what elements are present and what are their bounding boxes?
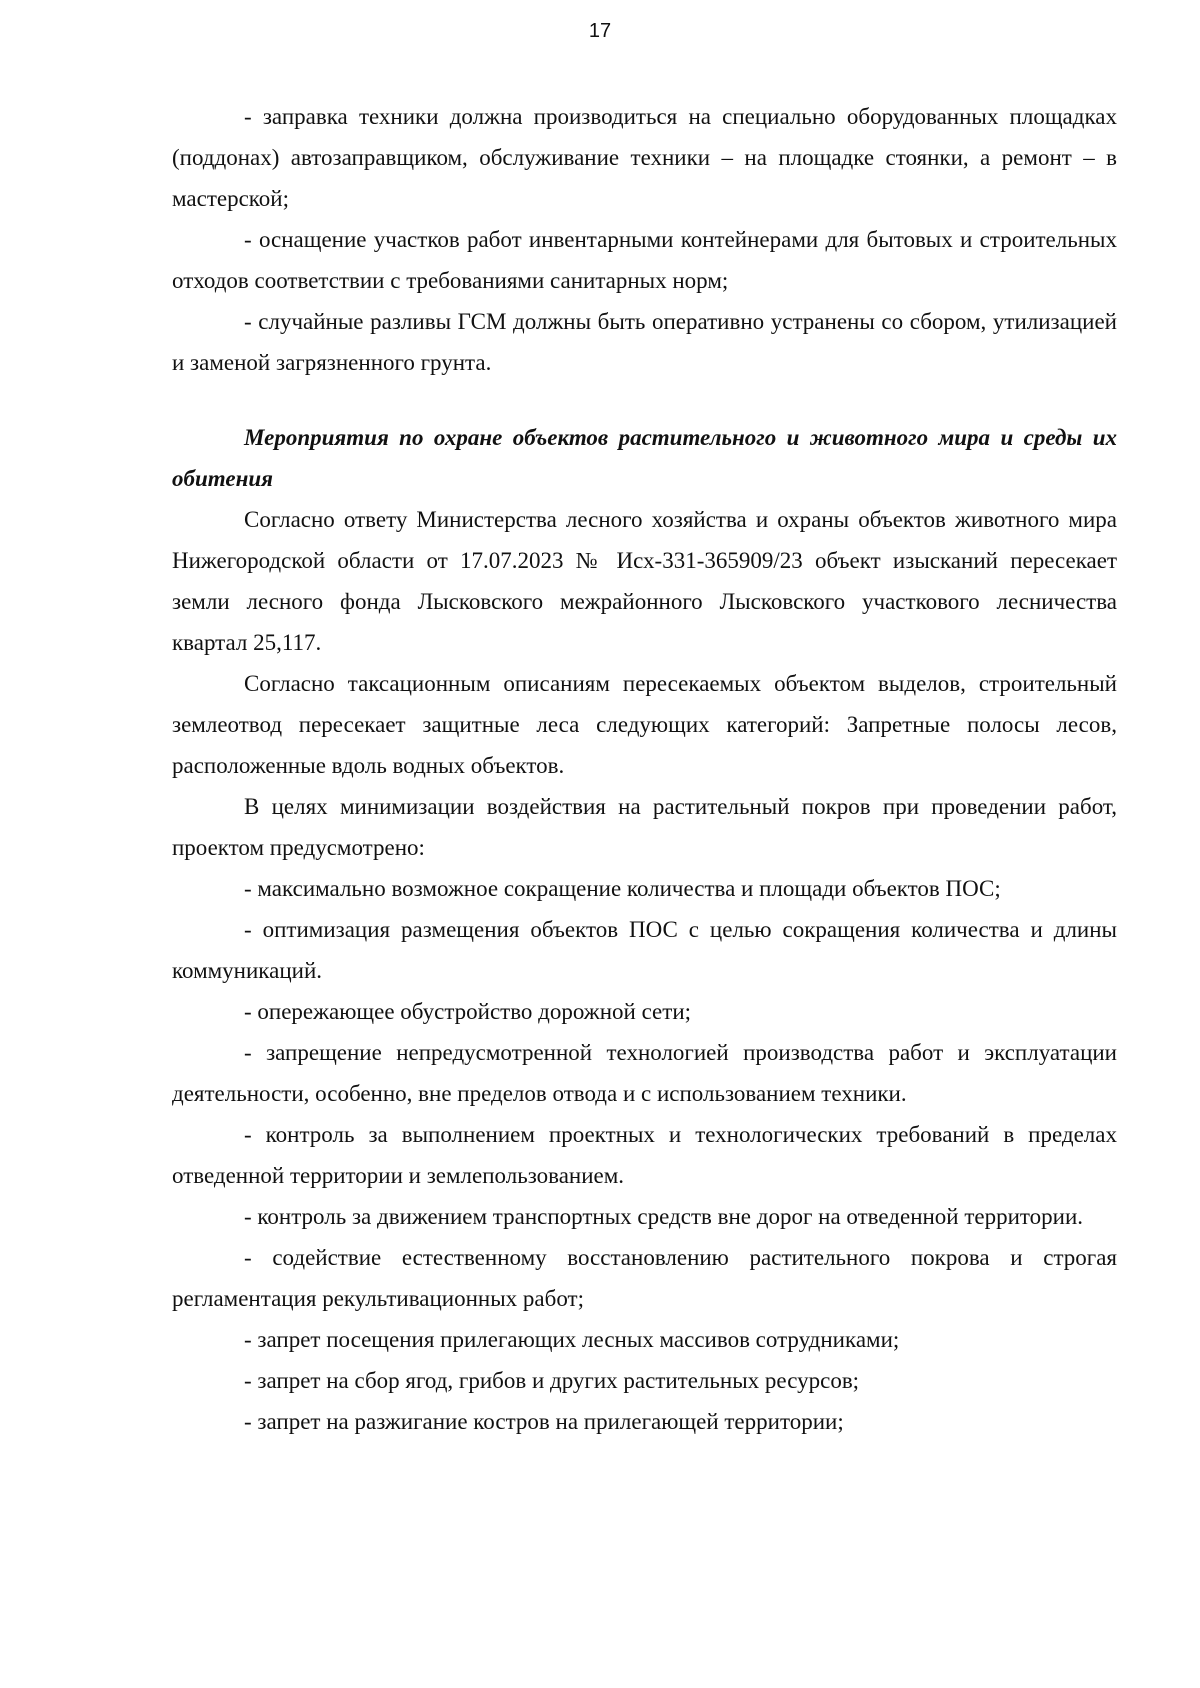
list-item: - контроль за выполнением проектных и технологических требований в пределах отведенной территории и землепользованием. [172,1122,1117,1188]
list-item: - запрет на сбор ягод, грибов и других растительных ресурсов; [244,1368,860,1393]
paragraph: В целях минимизации воздействия на растительный покров при проведении работ, проектом предусмотрено: [172,794,1117,860]
list-item: - заправка техники должна производиться на специально оборудованных площадках (поддонах) автозаправщиком, обслуживание техники – на площадке стоянки, а ремонт – в мастерской; [172,104,1117,211]
list-item: - запрещение непредусмотренной технологией производства работ и эксплуатации деятельности, особенно, вне пределов отвода и с использованием техники. [172,1040,1117,1106]
page-number: 17 [588,20,612,42]
list-item: - опережающее обустройство дорожной сети; [244,999,692,1024]
list-item: - оптимизация размещения объектов ПОС с целью сокращения количества и длины коммуникаций. [172,917,1117,983]
section-heading: Мероприятия по охране объектов растительного и животного мира и среды их обитения [172,425,1117,491]
document-body [172,96,1117,1442]
list-item: - запрет посещения прилегающих лесных массивов сотрудниками; [244,1327,900,1352]
list-item: - запрет на разжигание костров на прилегающей территории; [244,1409,844,1434]
paragraph: Согласно ответу Министерства лесного хозяйства и охраны объектов животного мира Нижегородской области от 17.07.2023 № Исх-331-365909/23 объект изысканий пересекает земли лесного фонда Лысковского межрайонного Лысковского участкового лесничества квартал 25,117. [172,507,1117,655]
list-item: - максимально возможное сокращение количества и площади объектов ПОС; [244,876,1001,901]
list-item: - случайные разливы ГСМ должны быть оперативно устранены со сбором, утилизацией и заменой загрязненного грунта. [172,309,1117,375]
list-item: - контроль за движением транспортных средств вне дорог на отведенной территории. [244,1204,1084,1229]
list-item: - оснащение участков работ инвентарными контейнерами для бытовых и строительных отходов соответствии с требованиями санитарных норм; [172,227,1117,293]
list-item: - содействие естественному восстановлению растительного покрова и строгая регламентация рекультивационных работ; [172,1245,1117,1311]
paragraph: Согласно таксационным описаниям пересекаемых объектом выделов, строительный землеотвод пересекает защитные леса следующих категорий: Запретные полосы лесов, расположенные вдоль водных объектов. [172,671,1117,778]
